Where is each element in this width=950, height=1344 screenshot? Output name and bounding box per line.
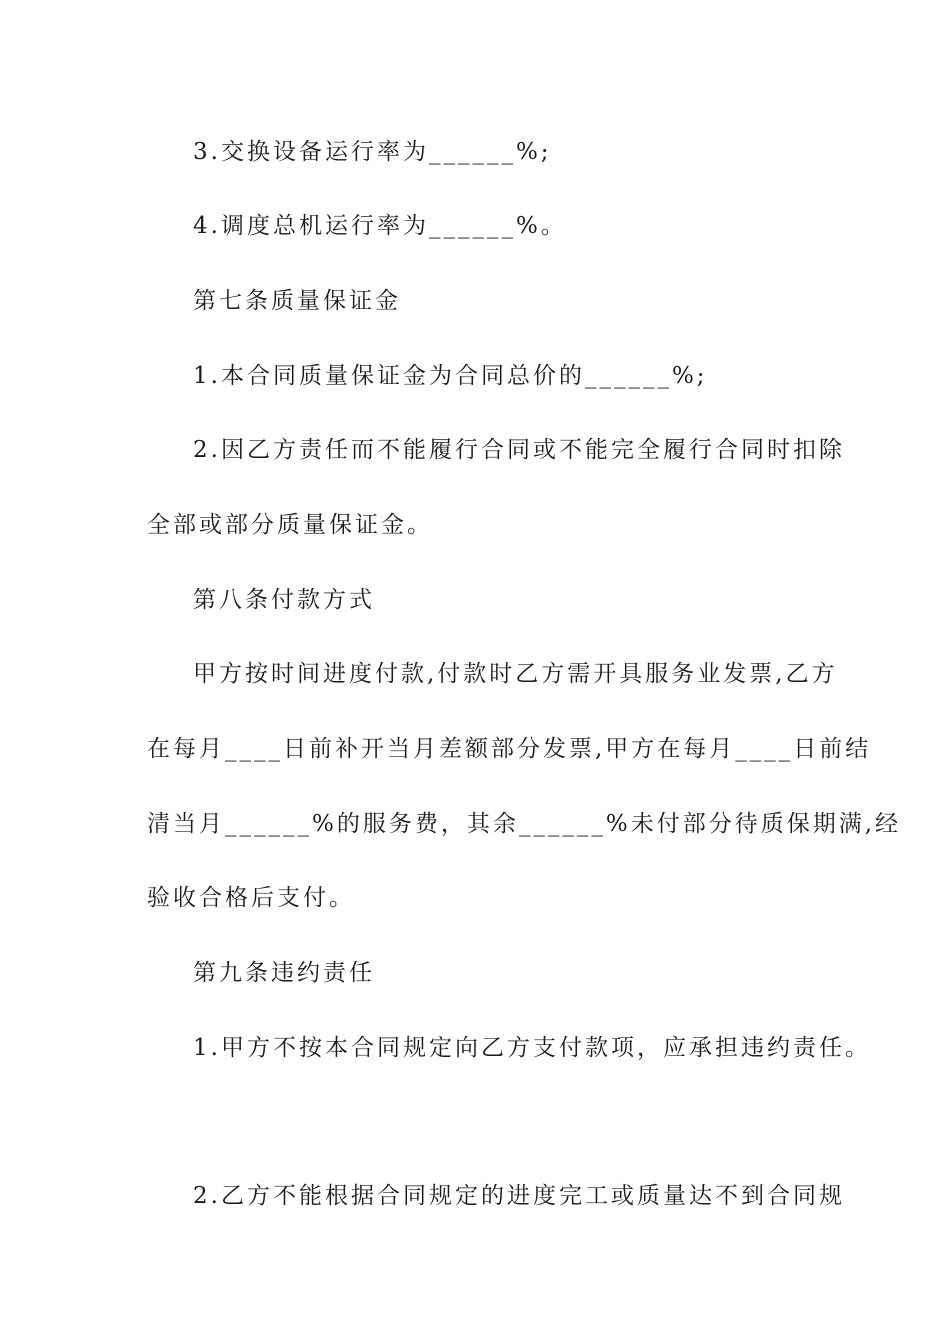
clause-7-item-2: 2.因乙方责任而不能履行合同或不能完全履行合同时扣除 (193, 437, 845, 463)
payment-paragraph-line-4: 验收合格后支付。 (147, 885, 355, 911)
clause-6-item-3: 3.交换设备运行率为______%; (193, 139, 552, 165)
payment-paragraph-line-1: 甲方按时间进度付款,付款时乙方需开具服务业发票,乙方 (193, 661, 838, 687)
clause-7-item-2-cont: 全部或部分质量保证金。 (147, 512, 433, 538)
payment-paragraph-line-2: 在每月____日前补开当月差额部分发票,甲方在每月____日前结 (147, 736, 872, 762)
clause-7-item-1: 1.本合同质量保证金为合同总价的______%; (193, 363, 708, 389)
clause-9-item-1: 1.甲方不按本合同规定向乙方支付款项，应承担违约责任。 (193, 1035, 871, 1061)
clause-9-item-2: 2.乙方不能根据合同规定的进度完工或质量达不到合同规 (193, 1183, 845, 1209)
article-8-heading: 第八条付款方式 (193, 587, 375, 613)
clause-6-item-4: 4.调度总机运行率为______%。 (193, 213, 567, 239)
payment-paragraph-line-3: 清当月______%的服务费，其余______%未付部分待质保期满,经 (147, 811, 902, 837)
article-9-heading: 第九条违约责任 (193, 960, 375, 986)
article-7-heading: 第七条质量保证金 (193, 288, 401, 314)
